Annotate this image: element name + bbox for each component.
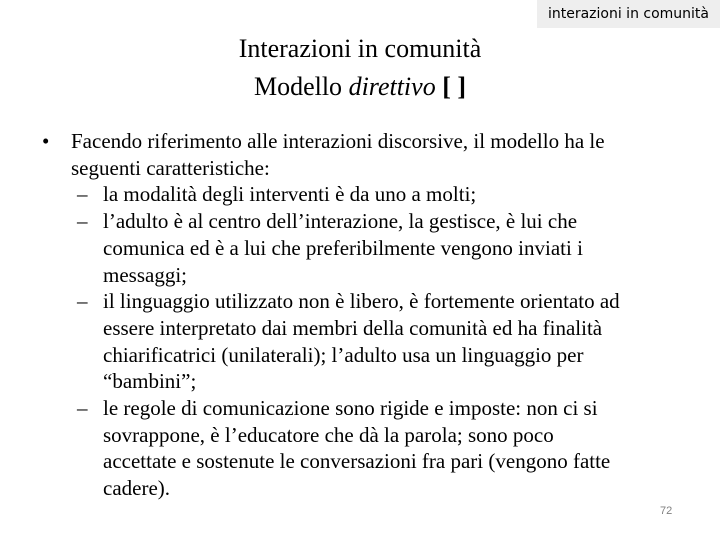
title-prefix: Modello [253,72,349,101]
sub-item-2 [0,208,720,288]
bullet-icon: • [42,129,50,153]
slide-body [0,128,720,502]
sub-item-line: messaggi; [103,262,187,287]
dash-icon: – [77,289,88,314]
page-number: 72 [660,505,673,517]
sub-item-line: sovrappone, è l’educatore che dà la parola; sono poco [103,422,554,447]
sub-item-4 [0,395,720,502]
sub-item-line: il linguaggio utilizzato non è libero, è fortemente orientato ad [103,289,620,314]
sub-item-line: cadere). [103,476,171,501]
sub-item-line: essere interpretato dai membri della comunità ed ha finalità [103,315,603,340]
sub-item-3 [0,288,720,395]
sub-item-line: le regole di comunicazione sono rigide e imposte: non ci si [103,396,598,421]
sub-item-line: “bambini”; [103,369,197,394]
header-tag: interazioni in comunità [537,0,720,28]
title-line-2 [160,68,560,106]
dash-icon: – [77,396,88,421]
slide-title [160,30,560,106]
dash-icon: – [77,209,88,234]
sub-item-line: l’adulto è al centro dell’interazione, la gestisce, è lui che [103,209,578,234]
sub-item-1 [0,181,720,208]
sub-item-line: la modalità degli interventi è da uno a molti; [103,182,477,207]
title-line-1: Interazioni in comunità [238,34,482,63]
bullet-intro [0,128,720,181]
sub-item-line: chiarificatrici (unilaterali); l’adulto usa un linguaggio per [103,342,584,367]
title-emphasis: direttivo [348,72,436,101]
dash-icon: – [77,182,88,207]
intro-line-2: seguenti caratteristiche: [71,155,270,180]
sub-item-line: accettate e sostenute le conversazioni fra pari (vengono fatte [103,449,611,474]
sub-item-line: comunica ed è a lui che preferibilmente vengono inviati i [103,235,583,260]
title-brackets: [ ] [435,72,467,101]
intro-line-1: Facendo riferimento alle interazioni discorsive, il modello ha le [71,129,605,153]
